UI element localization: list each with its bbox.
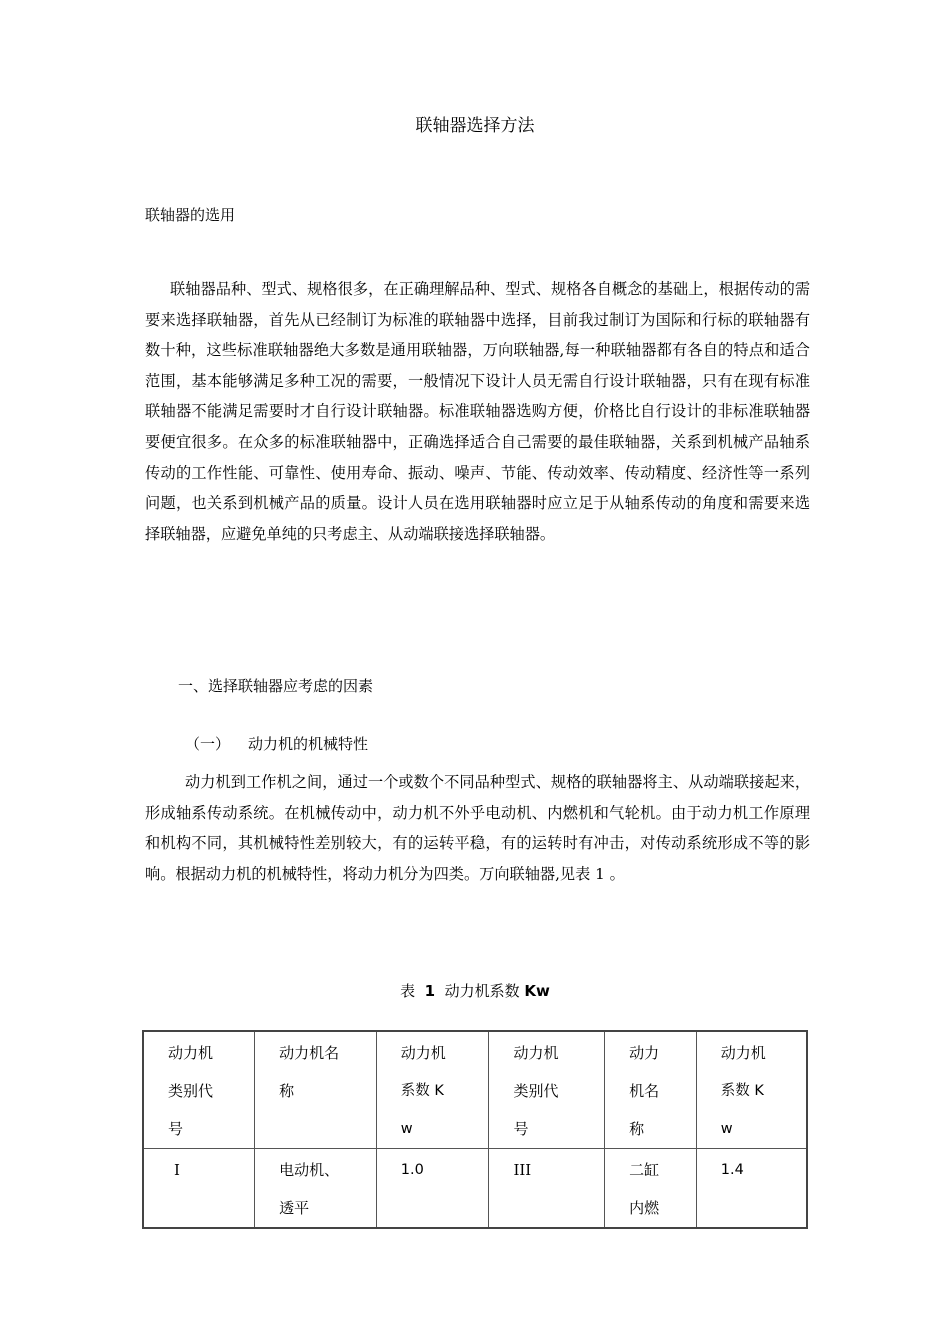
cell-coefficient	[376, 1149, 489, 1229]
header-cell-coefficient	[376, 1031, 489, 1149]
cell-text: I	[174, 1161, 180, 1179]
table-caption-prefix: 表	[400, 982, 416, 1000]
header-text: 类别代	[513, 1082, 559, 1100]
cell-motor-name-2	[605, 1149, 697, 1229]
header-text: 动力机	[168, 1044, 214, 1062]
header-cell-coefficient-2	[696, 1031, 807, 1149]
cell-text: 1.0	[400, 1162, 424, 1178]
subsection-title: 动力机的机械特性	[248, 735, 369, 753]
header-text: 号	[168, 1120, 184, 1138]
table-caption-number: 1	[424, 982, 436, 1000]
cell-text: 透平	[279, 1199, 310, 1217]
header-text: 系数 K	[400, 1083, 444, 1099]
header-text: 动力机	[513, 1044, 559, 1062]
cell-class-code-2	[489, 1149, 605, 1229]
motor-characteristics-paragraph: 动力机到工作机之间，通过一个或数个不同品种型式、规格的联轴器将主、从动端联接起来，形成轴系传动系统。在机械传动中，动力机不外乎电动机、内燃机和气轮机。由于动力机工作原理和机构不同，其机械特性差别较大，有的运转平稳，有的运转时有冲击，对传动系统形成不等的影响。根据动力机的机械特性，将动力机分为四类。万向联轴器,见表 1 。	[145, 773, 810, 883]
section-subtitle: 联轴器的选用	[145, 206, 236, 224]
header-text: w	[720, 1121, 733, 1137]
header-cell-class-code	[143, 1031, 255, 1149]
header-text: 动力机名	[279, 1044, 340, 1062]
header-text: 动力	[629, 1044, 660, 1062]
cell-class-code	[143, 1149, 255, 1229]
header-text: 机名	[629, 1082, 660, 1100]
subsection-heading	[185, 732, 368, 756]
header-text: 称	[629, 1120, 645, 1138]
intro-paragraph: 联轴器品种、型式、规格很多，在正确理解品种、型式、规格各自概念的基础上，根据传动的需要来选择联轴器，首先从已经制订为标准的联轴器中选择，目前我过制订为国际和行标的联轴器有数十种，这些标准联轴器绝大多数是通用联轴器，万向联轴器,每一种联轴器都有各自的特点和适合范围，基本能够满足多种工况的需要，一般情况下设计人员无需自行设计联轴器，只有在现有标准联轴器不能满足需要时才自行设计联轴器。标准联轴器选购方便，价格比自行设计的非标准联轴器要便宜很多。在众多的标准联轴器中，正确选择适合自己需要的最佳联轴器，关系到机械产品轴系传动的工作性能、可靠性、使用寿命、振动、噪声、节能、传动效率、传动精度、经济性等一系列问题，也关系到机械产品的质量。设计人员在选用联轴器时应立足于从轴系传动的角度和需要来选择联轴器，应避免单纯的只考虑主、从动端联接选择联轴器。	[145, 280, 810, 543]
cell-motor-name	[255, 1149, 377, 1229]
table-caption-symbol: Kw	[524, 982, 550, 1000]
header-text: w	[400, 1121, 413, 1137]
cell-text: 二缸	[629, 1161, 660, 1179]
header-text: 系数 K	[720, 1083, 764, 1099]
cell-text: 内燃	[629, 1199, 660, 1217]
motor-coefficient-table	[142, 1030, 808, 1229]
header-text: 动力机	[400, 1044, 446, 1062]
header-cell-motor-name-2	[605, 1031, 697, 1149]
section-heading-factors: 一、选择联轴器应考虑的因素	[178, 677, 374, 695]
header-cell-motor-name	[255, 1031, 377, 1149]
header-cell-class-code-2	[489, 1031, 605, 1149]
table-caption-text: 动力机系数	[444, 982, 520, 1000]
table-header-row	[143, 1031, 807, 1149]
header-text: 类别代	[168, 1082, 214, 1100]
document-title: 联轴器选择方法	[415, 116, 535, 136]
cell-text: 1.4	[720, 1162, 744, 1178]
table-row	[143, 1149, 807, 1229]
header-text: 号	[513, 1120, 529, 1138]
cell-text: III	[513, 1161, 532, 1179]
cell-coefficient-2	[696, 1149, 807, 1229]
subsection-number: （一）	[185, 735, 231, 753]
cell-text: 电动机、	[279, 1161, 340, 1179]
header-text: 动力机	[720, 1044, 766, 1062]
table-caption	[0, 979, 950, 1003]
header-text: 称	[279, 1082, 295, 1100]
